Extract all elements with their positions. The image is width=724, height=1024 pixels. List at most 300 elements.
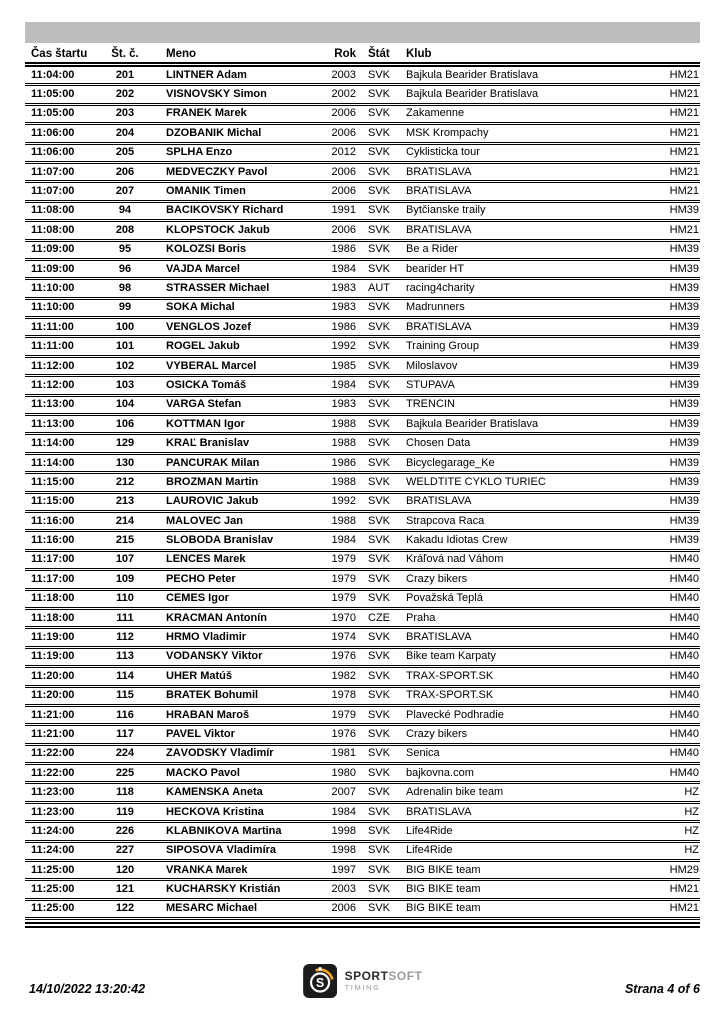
logo-wordmark: [345, 970, 423, 992]
rider-name-cell: MALOVEC Jan: [166, 515, 244, 527]
rider-name-cell: MEDVECZKY Pavol: [166, 166, 268, 178]
birth-year-cell: 1983: [331, 301, 356, 314]
state-cell: SVK: [368, 534, 391, 547]
bib-number-cell: 225: [115, 766, 135, 779]
rider-name-cell: KOTTMAN Igor: [166, 418, 245, 430]
rider-name-cell: PANCURÁK Milan: [166, 457, 260, 469]
state-cell: SVK: [368, 340, 391, 353]
birth-year-cell: 1979: [331, 708, 356, 721]
logo-subtitle-text: TIMING: [344, 983, 381, 992]
category-cell: HM21: [669, 223, 699, 236]
club-cell: BRATISLAVA: [406, 186, 472, 198]
club-cell: BIG BIKE team: [406, 903, 481, 915]
club-cell: Bajkula Bearider Bratislava: [406, 89, 539, 101]
club-cell: Bicyclegarage_Ke: [406, 457, 495, 469]
birth-year-cell: 1978: [331, 689, 356, 702]
state-cell: SVK: [368, 689, 391, 702]
table-row: [25, 823, 700, 842]
category-cell: HM39: [669, 456, 699, 469]
club-cell: Chosen Data: [406, 438, 471, 450]
category-cell: HM39: [669, 495, 699, 508]
birth-year-cell: 1998: [331, 844, 356, 857]
start-time-cell: 11:12:00: [31, 378, 75, 391]
rider-name-cell: MESARČ Michael: [166, 903, 258, 915]
category-cell: HM21: [669, 146, 699, 159]
category-cell: HM39: [669, 398, 699, 411]
club-cell: TRAX-SPORT.SK: [406, 670, 494, 682]
bib-number-cell: 204: [115, 126, 135, 139]
club-cell: TRAX-SPORT.SK: [406, 690, 494, 702]
birth-year-cell: 1988: [331, 514, 356, 527]
bib-number-cell: 113: [116, 650, 134, 663]
rider-name-cell: KOLOZSI Boris: [166, 244, 247, 256]
logo-brand-text: SPORTSOFT: [344, 969, 423, 983]
table-row: [25, 843, 700, 862]
club-cell: STUPAVA: [406, 379, 455, 391]
club-cell: BRATISLAVA: [406, 321, 472, 333]
table-row: [25, 358, 700, 377]
table-row: [25, 804, 700, 823]
bib-number-cell: 203: [115, 107, 135, 120]
state-cell: SVK: [368, 320, 391, 333]
bib-number-cell: 118: [116, 786, 134, 799]
category-cell: HZ: [684, 786, 699, 799]
start-time-cell: 11:15:00: [31, 475, 75, 488]
category-cell: HM39: [669, 320, 699, 333]
category-cell: HM21: [669, 126, 699, 139]
club-cell: BRATISLAVA: [406, 224, 472, 236]
start-time-cell: 11:24:00: [31, 824, 75, 837]
table-row: [25, 688, 700, 707]
club-cell: Bike team Karpaty: [406, 651, 496, 663]
state-cell: SVK: [368, 669, 391, 682]
rider-name-cell: VARGA Štefan: [166, 399, 242, 411]
club-cell: BIG BIKE team: [406, 884, 481, 896]
state-cell: SVK: [368, 243, 391, 256]
start-time-cell: 11:19:00: [31, 631, 75, 644]
category-cell: HM40: [669, 631, 699, 644]
bib-number-cell: 107: [115, 553, 135, 566]
category-cell: HM40: [669, 727, 699, 740]
rider-name-cell: VIŠŇOVSKÝ Šimon: [166, 89, 267, 101]
category-cell: HM39: [669, 281, 699, 294]
category-cell: HM39: [669, 378, 699, 391]
club-cell: Bajkula Bearider Bratislava: [406, 69, 539, 81]
category-cell: HM40: [669, 689, 699, 702]
club-cell: Plavecké Podhradie: [406, 709, 504, 721]
category-cell: HZ: [684, 824, 699, 837]
page-footer: [25, 958, 700, 1008]
club-cell: BRATISLAVA: [406, 806, 472, 818]
club-cell: Life4Ride: [406, 845, 453, 857]
birth-year-cell: 1985: [331, 359, 356, 372]
rider-name-cell: LAUROVIČ Jakub: [166, 496, 259, 508]
club-cell: Cyklisticka tour: [406, 147, 480, 159]
rider-name-cell: KLABNÍKOVÁ Martina: [166, 825, 282, 837]
birth-year-cell: 2006: [331, 126, 356, 139]
club-cell: Miloslavov: [406, 360, 458, 372]
table-row: [25, 746, 700, 765]
birth-year-cell: 1976: [331, 727, 356, 740]
table-row: [25, 726, 700, 745]
bib-number-cell: 205: [115, 146, 135, 159]
club-cell: Bytčianske traily: [406, 205, 486, 217]
start-time-cell: 11:22:00: [31, 766, 75, 779]
rider-name-cell: KRÁĽ Branislav: [166, 438, 250, 450]
rider-name-cell: OMANÍK Timen: [166, 186, 246, 198]
state-cell: SVK: [368, 727, 391, 740]
category-cell: HM39: [669, 417, 699, 430]
bib-number-cell: 226: [115, 824, 135, 837]
birth-year-cell: 1981: [331, 747, 356, 760]
rider-name-cell: SPLHA Enzo: [166, 147, 233, 159]
club-cell: TRENČÍN: [406, 399, 455, 411]
table-row: [25, 610, 700, 629]
table-row: [25, 222, 700, 241]
start-time-cell: 11:23:00: [31, 805, 75, 818]
start-time-cell: 11:19:00: [31, 650, 75, 663]
rider-name-cell: ROGEL Jakub: [166, 341, 240, 353]
svg-text:S: S: [315, 976, 324, 990]
birth-year-cell: 1983: [331, 281, 356, 294]
state-cell: SVK: [368, 456, 391, 469]
category-cell: HM39: [669, 437, 699, 450]
table-row: [25, 862, 700, 881]
state-cell: SVK: [368, 747, 391, 760]
category-cell: HM21: [669, 68, 699, 81]
birth-year-cell: 2006: [331, 223, 356, 236]
table-row: [25, 881, 700, 900]
category-cell: HM39: [669, 301, 699, 314]
state-cell: SVK: [368, 301, 391, 314]
club-cell: BIG BIKE team: [406, 864, 481, 876]
birth-year-cell: 2007: [331, 786, 356, 799]
bib-number-cell: 201: [115, 68, 135, 81]
start-time-cell: 11:04:00: [31, 68, 75, 81]
category-cell: HM39: [669, 340, 699, 353]
rider-name-cell: OSIČKA Tomáš: [166, 379, 247, 391]
table-row: [25, 455, 700, 474]
club-cell: BRATISLAVA: [406, 166, 472, 178]
birth-year-cell: 1984: [331, 378, 356, 391]
state-cell: SVK: [368, 68, 391, 81]
table-row: [25, 300, 700, 319]
state-cell: SVK: [368, 359, 391, 372]
state-cell: SVK: [368, 107, 391, 120]
birth-year-cell: 1974: [331, 631, 356, 644]
rider-name-cell: BROZMAN Martin: [166, 476, 259, 488]
table-row: [25, 261, 700, 280]
table-row: [25, 183, 700, 202]
birth-year-cell: 1986: [331, 243, 356, 256]
start-time-cell: 11:14:00: [31, 456, 75, 469]
start-time-cell: 11:25:00: [31, 863, 75, 876]
state-cell: SVK: [368, 165, 391, 178]
state-cell: SVK: [368, 146, 391, 159]
table-row: [25, 513, 700, 532]
state-cell: SVK: [368, 902, 391, 915]
club-cell: Bajkula Bearider Bratislava: [406, 418, 539, 430]
rider-name-cell: VAJDA Marcel: [166, 263, 240, 275]
birth-year-cell: 1986: [331, 320, 356, 333]
state-cell: SVK: [368, 883, 391, 896]
start-time-cell: 11:08:00: [31, 204, 75, 217]
rider-name-cell: ŠOKA Michal: [166, 302, 235, 314]
club-cell: Crazy bikers: [406, 728, 468, 740]
birth-year-cell: 1988: [331, 417, 356, 430]
start-time-cell: 11:22:00: [31, 747, 75, 760]
start-time-cell: 11:25:00: [31, 883, 75, 896]
start-time-cell: 11:16:00: [31, 534, 75, 547]
table-row: [25, 319, 700, 338]
category-cell: HM40: [669, 747, 699, 760]
bib-number-cell: 111: [116, 611, 134, 624]
bib-number-cell: 106: [115, 417, 135, 430]
club-cell: Praha: [406, 612, 436, 624]
start-time-cell: 11:06:00: [31, 126, 75, 139]
start-time-cell: 11:14:00: [31, 437, 75, 450]
bib-number-cell: 103: [115, 378, 135, 391]
bib-number-cell: 129: [115, 437, 135, 450]
club-cell: Kráľová nad Váhom: [406, 554, 504, 566]
bib-number-cell: 215: [115, 534, 135, 547]
birth-year-cell: 1979: [331, 553, 356, 566]
state-cell: SVK: [368, 514, 391, 527]
state-cell: SVK: [368, 650, 391, 663]
start-time-cell: 11:11:00: [31, 320, 74, 333]
column-header-state: Štát: [368, 48, 390, 60]
club-cell: Strapcova Raca: [406, 515, 485, 527]
start-time-cell: 11:17:00: [31, 572, 75, 585]
start-time-cell: 11:20:00: [31, 669, 75, 682]
club-cell: bajkovna.com: [406, 767, 474, 779]
table-row: [25, 338, 700, 357]
birth-year-cell: 2006: [331, 107, 356, 120]
category-cell: HM40: [669, 708, 699, 721]
start-time-cell: 11:13:00: [31, 398, 75, 411]
state-cell: SVK: [368, 495, 391, 508]
club-cell: Madrunners: [406, 302, 465, 314]
rider-name-cell: HECKOVA Kristina: [166, 806, 264, 818]
rider-name-cell: HRABAN Maroš: [166, 709, 250, 721]
category-cell: HM39: [669, 262, 699, 275]
print-timestamp: 14/10/2022 13:20:42: [29, 982, 146, 996]
start-time-cell: 11:07:00: [31, 185, 75, 198]
category-cell: HM21: [669, 902, 699, 915]
table-row: [25, 707, 700, 726]
category-cell: HM40: [669, 611, 699, 624]
table-row: [25, 67, 700, 86]
rider-name-cell: VRANKA Marek: [166, 864, 248, 876]
state-cell: SVK: [368, 262, 391, 275]
state-cell: SVK: [368, 631, 391, 644]
bib-number-cell: 94: [118, 204, 132, 217]
start-time-cell: 11:21:00: [31, 708, 75, 721]
start-time-cell: 11:21:00: [31, 727, 75, 740]
start-time-cell: 11:08:00: [31, 223, 75, 236]
rider-name-cell: ŠÍPOŠOVÁ Vladimíra: [166, 845, 277, 857]
table-end-rule: [25, 922, 700, 928]
table-row: [25, 125, 700, 144]
birth-year-cell: 1983: [331, 398, 356, 411]
start-time-cell: 11:05:00: [31, 107, 75, 120]
birth-year-cell: 1979: [331, 572, 356, 585]
birth-year-cell: 2003: [331, 68, 356, 81]
category-cell: HM39: [669, 243, 699, 256]
category-cell: HM39: [669, 359, 699, 372]
birth-year-cell: 2006: [331, 185, 356, 198]
club-cell: BRATISLAVA: [406, 496, 472, 508]
bib-number-cell: 95: [118, 243, 132, 256]
category-group-bar: [25, 22, 700, 43]
birth-year-cell: 2002: [331, 88, 356, 101]
bib-number-cell: 119: [116, 805, 134, 818]
bib-number-cell: 116: [116, 708, 134, 721]
table-row: [25, 106, 700, 125]
rider-name-cell: PECHO Peter: [166, 573, 236, 585]
start-time-cell: 11:17:00: [31, 553, 75, 566]
state-cell: SVK: [368, 805, 391, 818]
category-cell: HM29: [669, 863, 699, 876]
start-time-cell: 11:25:00: [31, 902, 75, 915]
state-cell: AUT: [368, 281, 390, 294]
bib-number-cell: 212: [115, 475, 135, 488]
rider-name-cell: VODANSKÝ Viktor: [166, 651, 263, 663]
state-cell: SVK: [368, 572, 391, 585]
bib-number-cell: 122: [115, 902, 135, 915]
column-header-year: Rok: [334, 48, 356, 60]
start-time-cell: 11:20:00: [31, 689, 75, 702]
table-row: [25, 164, 700, 183]
start-time-cell: 11:18:00: [31, 611, 75, 624]
table-row: [25, 629, 700, 648]
category-cell: HM40: [669, 592, 699, 605]
birth-year-cell: 1982: [331, 669, 356, 682]
bib-number-cell: 100: [115, 320, 135, 333]
table-row: [25, 416, 700, 435]
birth-year-cell: 1976: [331, 650, 356, 663]
rider-name-cell: HRMO Vladimir: [166, 632, 247, 644]
birth-year-cell: 2006: [331, 902, 356, 915]
state-cell: SVK: [368, 417, 391, 430]
club-cell: Zakamenne: [406, 108, 465, 120]
club-cell: Training Group: [406, 341, 479, 353]
birth-year-cell: 2006: [331, 165, 356, 178]
state-cell: SVK: [368, 437, 391, 450]
table-row: [25, 571, 700, 590]
birth-year-cell: 1998: [331, 824, 356, 837]
state-cell: SVK: [368, 378, 391, 391]
column-header-start-time: Čas štartu: [31, 48, 88, 60]
state-cell: SVK: [368, 863, 391, 876]
birth-year-cell: 1991: [331, 204, 356, 217]
bib-number-cell: 117: [116, 727, 134, 740]
state-cell: SVK: [368, 223, 391, 236]
rider-name-cell: ZÁVODSKÝ Vladimír: [166, 748, 274, 760]
sportsoft-stopwatch-icon: [303, 964, 337, 998]
bib-number-cell: 104: [115, 398, 135, 411]
category-cell: HM21: [669, 107, 699, 120]
table-row: [25, 397, 700, 416]
bib-number-cell: 121: [115, 883, 135, 896]
category-cell: HM39: [669, 514, 699, 527]
category-cell: HM40: [669, 553, 699, 566]
start-time-cell: 11:10:00: [31, 301, 75, 314]
category-cell: HM40: [669, 669, 699, 682]
column-header-bib-number: Št. č.: [111, 48, 139, 60]
club-cell: Senica: [406, 748, 440, 760]
column-header-name: Meno: [166, 48, 197, 60]
table-row: [25, 784, 700, 803]
club-cell: WELDTITE CYKLO TURIEC: [406, 476, 546, 488]
table-row: [25, 591, 700, 610]
bib-number-cell: 96: [118, 262, 132, 275]
club-cell: bearider HT: [406, 263, 465, 275]
start-time-cell: 11:13:00: [31, 417, 75, 430]
birth-year-cell: 1988: [331, 437, 356, 450]
table-row: [25, 86, 700, 105]
category-cell: HM39: [669, 475, 699, 488]
start-list-table: [25, 22, 700, 928]
club-cell: Adrenalin bike team: [406, 787, 504, 799]
table-row: [25, 280, 700, 299]
bib-number-cell: 213: [115, 495, 135, 508]
bib-number-cell: 130: [115, 456, 135, 469]
page-number: Strana 4 of 6: [624, 982, 700, 996]
state-cell: SVK: [368, 185, 391, 198]
start-time-cell: 11:09:00: [31, 243, 75, 256]
rider-name-cell: BRATEK Bohumil: [166, 690, 259, 702]
column-header-club: Klub: [406, 48, 432, 60]
rider-name-cell: PAVEL Viktor: [166, 728, 235, 740]
birth-year-cell: 1992: [331, 340, 356, 353]
state-cell: SVK: [368, 475, 391, 488]
category-cell: HM39: [669, 534, 699, 547]
birth-year-cell: 1988: [331, 475, 356, 488]
table-row: [25, 242, 700, 261]
start-time-cell: 11:23:00: [31, 786, 75, 799]
club-cell: Považská Teplá: [406, 593, 483, 605]
bib-number-cell: 120: [115, 863, 135, 876]
state-cell: SVK: [368, 766, 391, 779]
bib-number-cell: 206: [115, 165, 135, 178]
birth-year-cell: 1986: [331, 456, 356, 469]
bib-number-cell: 109: [115, 572, 135, 585]
start-time-cell: 11:16:00: [31, 514, 75, 527]
club-cell: racing4charity: [406, 282, 475, 294]
rider-name-cell: FRANEK Marek: [166, 108, 247, 120]
bib-number-cell: 202: [115, 88, 135, 101]
start-time-cell: 11:15:00: [31, 495, 75, 508]
category-cell: HZ: [684, 844, 699, 857]
rider-name-cell: BAČIKOVSKÝ Richard: [166, 205, 284, 217]
birth-year-cell: 2012: [331, 146, 356, 159]
bib-number-cell: 224: [115, 747, 135, 760]
table-row: [25, 765, 700, 784]
birth-year-cell: 1992: [331, 495, 356, 508]
state-cell: SVK: [368, 844, 391, 857]
birth-year-cell: 1984: [331, 534, 356, 547]
bib-number-cell: 214: [115, 514, 135, 527]
start-time-cell: 11:24:00: [31, 844, 75, 857]
bib-number-cell: 115: [116, 689, 134, 702]
state-cell: SVK: [368, 592, 391, 605]
state-cell: SVK: [368, 398, 391, 411]
category-cell: HM40: [669, 572, 699, 585]
state-cell: SVK: [368, 553, 391, 566]
start-time-cell: 11:05:00: [31, 88, 75, 101]
bib-number-cell: 114: [116, 669, 134, 682]
